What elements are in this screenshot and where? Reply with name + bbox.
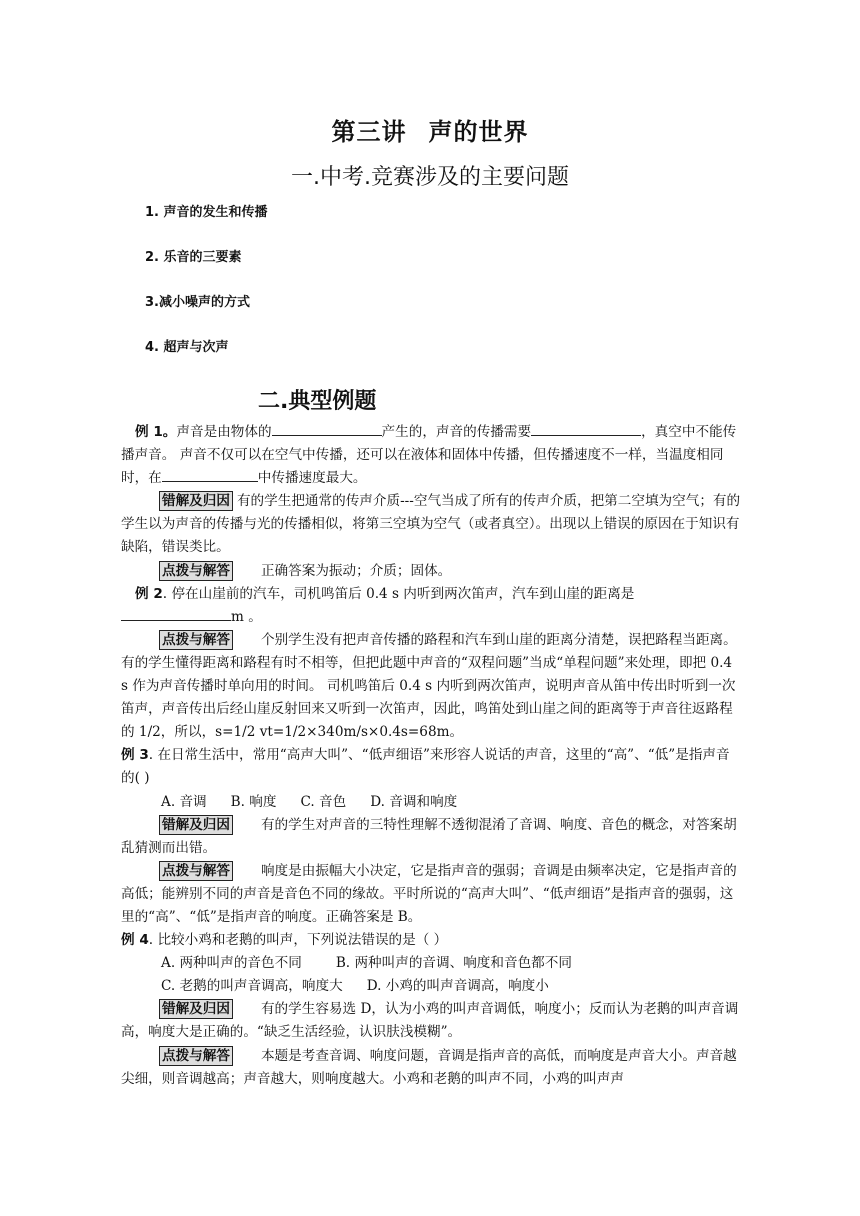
error-analysis-tag: 错解及归因 [159, 491, 233, 511]
example-1-hint: 点拨与解答 正确答案为振动；介质；固体。 [121, 560, 741, 583]
example-1-question: 例 1。声音是由物体的 产生的，声音的传播需要 ，真空中不能传播声音。 声音不仅可以在空气中传播，还可以在液体和固体中传播，但传播速度不一样，当温度相同时，在 中传播速度最大。 [121, 421, 741, 490]
answer-blank [531, 421, 641, 436]
topic-item: 1. 声音的发生和传播 [145, 205, 268, 220]
example-1-error-analysis: 错解及归因 有的学生把通常的传声介质---空气当成了所有的传声介质，把第二空填为空气；有的学生以为声音的传播与光的传播相似，将第三空填为空气（或者真空）。出现以上错误的原因在于知识有缺陷，错误类比。 [121, 493, 741, 556]
topic-item: 4. 超声与次声 [145, 340, 229, 355]
examples-body [121, 421, 741, 1091]
topic-item: 3.减小噪声的方式 [145, 295, 250, 310]
topic-item: 2. 乐音的三要素 [145, 250, 242, 265]
example-4-hint: 点拨与解答 本题是考查音调、响度问题，音调是指声音的高低，而响度是声音大小。声音越尖细，则音调越高；声音越大，则响度越大。小鸡和老鹅的叫声不同，小鸡的叫声声 [121, 1047, 737, 1087]
section-heading-main-issues: 一.中考.竞赛涉及的主要问题 [291, 165, 569, 190]
example-3-error-analysis: 错解及归因 有的学生对声音的三特性理解不透彻混淆了音调、响度、音色的概念，对答案胡乱猜测而出错。 [121, 816, 737, 856]
hint-answer-tag: 点拨与解答 [159, 1046, 233, 1066]
title-topic: 声的世界 [428, 118, 529, 146]
hint-answer-tag: 点拨与解答 [159, 630, 233, 650]
answer-blank [121, 606, 231, 621]
page-title [0, 112, 860, 147]
section-heading-examples: 二.典型例题 [258, 389, 377, 414]
example-3-hint: 点拨与解答 响度是由振幅大小决定，它是指声音的强弱；音调是由频率决定，它是指声音的高低；能辨别不同的声音是音色不同的缘故。平时所说的“高声大叫”、“低声细语”是指声音的强弱，这里的“高”、“低”是指声音的响度。正确答案是 B。 [121, 862, 737, 925]
hint-answer-tag: 点拨与解答 [159, 861, 233, 881]
title-lecture-number: 第三讲 [331, 118, 407, 146]
example-2-hint: 点拨与解答 个别学生没有把声音传播的路程和汽车到山崖的距离分清楚，误把路程当距离。有的学生懂得距离和路程有时不相等，但把此题中声音的“双程问题”当成“单程问题”来处理，即把 0.4 s 作为声音传播时单向用的时间。 司机鸣笛后 0.4 s 内听到两次笛声，说明声音从笛中传出时听到一次笛声，声音传出后经山崖反射回来又听到一次笛声，因此，鸣笛处到山崖之间的距离等于声音往返路程的 1/2，所以，s=1/2 vt=1/2×340m/s×0.4s=68m。 [121, 631, 737, 741]
answer-blank [272, 421, 382, 436]
answer-blank [162, 467, 258, 482]
example-4-error-analysis: 错解及归因 有的学生容易选 D，认为小鸡的叫声音调低，响度小；反而认为老鹅的叫声音调高，响度大是正确的。“缺乏生活经验，认识肤浅模糊”。 [121, 1001, 739, 1041]
error-analysis-tag: 错解及归因 [159, 815, 233, 835]
example-4-options-row-2: C. 老鹅的叫声音调高，响度大 D. 小鸡的叫声音调高，响度小 [161, 978, 549, 995]
example-2-question: 例 2. 停在山崖前的汽车，司机鸣笛后 0.4 s 内听到两次笛声，汽车到山崖的距离是 m 。 [121, 583, 741, 629]
example-3-options: A. 音调 B. 响度 C. 音色 D. 音调和响度 [161, 793, 458, 810]
error-analysis-tag: 错解及归因 [159, 999, 233, 1019]
hint-answer-tag: 点拨与解答 [159, 561, 233, 581]
example-4-question: 例 4. 比较小鸡和老鹅的叫声，下列说法错误的是（ ） [121, 932, 448, 949]
example-4-options-row-1: A. 两种叫声的音色不同 B. 两种叫声的音调、响度和音色都不同 [161, 955, 572, 972]
example-3-question: 例 3. 在日常生活中，常用“高声大叫”、“低声细语”来形容人说话的声音，这里的“高”、“低”是指声音的( ) [121, 747, 730, 787]
